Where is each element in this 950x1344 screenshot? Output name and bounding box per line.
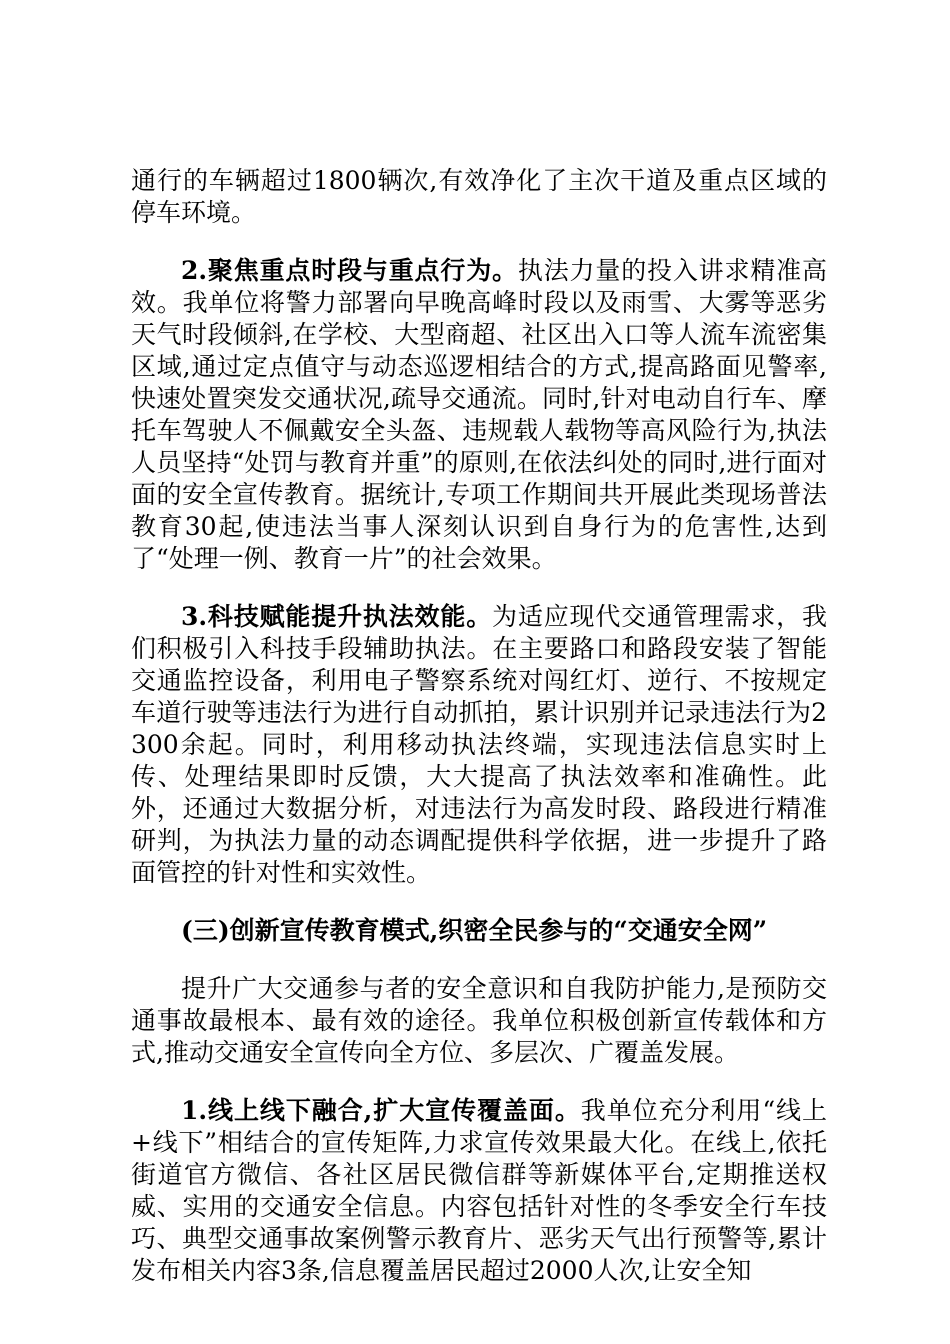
paragraph-intro — [131, 973, 827, 1069]
section-title: (三)创新宣传教育模式,织密全民参与的“交通安全网” — [181, 916, 768, 945]
paragraph-continued — [131, 165, 827, 229]
paragraph-text: 通行的车辆超过1800辆次,有效净化了主次干道及重点区域的停车环境。 — [131, 166, 827, 227]
document-body — [131, 165, 827, 1313]
paragraph-text: 执法力量的投入讲求精准高效。我单位将警力部署向早晚高峰时段以及雨雪、大雾等恶劣天气时段倾斜,在学校、大型商超、社区出入口等人流车流密集区域,通过定点值守与动态巡逻相结合的方式,提高路面见警率,快速处置突发交通状况,疏导交通流。同时,针对电动自行车、摩托车驾驶人不佩戴安全头盔、违规载人载物等高风险行为,执法人员坚持“处罚与教育并重”的原则,在依法纠处的同时,进行面对面的安全宣传教育。据统计,专项工作期间共开展此类现场普法教育30起,使违法当事人深刻认识到自身行为的危害性,达到了“处理一例、教育一片”的社会效果。 — [131, 256, 827, 573]
paragraph-online-offline — [131, 1095, 827, 1287]
paragraph-text: 提升广大交通参与者的安全意识和自我防护能力,是预防交通事故最根本、最有效的途径。我单位积极创新宣传载体和方式,推动交通安全宣传向全方位、多层次、广覆盖发展。 — [131, 974, 827, 1067]
paragraph-text: 我单位充分利用“线上+线下”相结合的宣传矩阵,力求宣传效果最大化。在线上,依托街道官方微信、各社区居民微信群等新媒体平台,定期推送权威、实用的交通安全信息。内容包括针对性的冬季安全行车技巧、典型交通事故案例警示教育片、恶劣天气出行预警等,累计发布相关内容3条,信息覆盖居民超过2000人次,让安全知 — [131, 1096, 827, 1285]
paragraph-technology — [131, 601, 827, 889]
paragraph-focus-periods — [131, 255, 827, 575]
paragraph-heading: 1.线上线下融合,扩大宣传覆盖面。 — [181, 1096, 581, 1125]
paragraph-heading: 2.聚焦重点时段与重点行为。 — [181, 256, 518, 285]
paragraph-text: 为适应现代交通管理需求，我们积极引入科技手段辅助执法。在主要路口和路段安装了智能交通监控设备，利用电子警察系统对闯红灯、逆行、不按规定车道行驶等违法行为进行自动抓拍，累计识别并记录违法行为2300余起。同时，利用移动执法终端，实现违法信息实时上传、处理结果即时反馈，大大提高了执法效率和准确性。此外，还通过大数据分析，对违法行为高发时段、路段进行精准研判，为执法力量的动态调配提供科学依据，进一步提升了路面管控的针对性和实效性。 — [131, 602, 827, 887]
paragraph-heading: 3.科技赋能提升执法效能。 — [181, 602, 493, 631]
